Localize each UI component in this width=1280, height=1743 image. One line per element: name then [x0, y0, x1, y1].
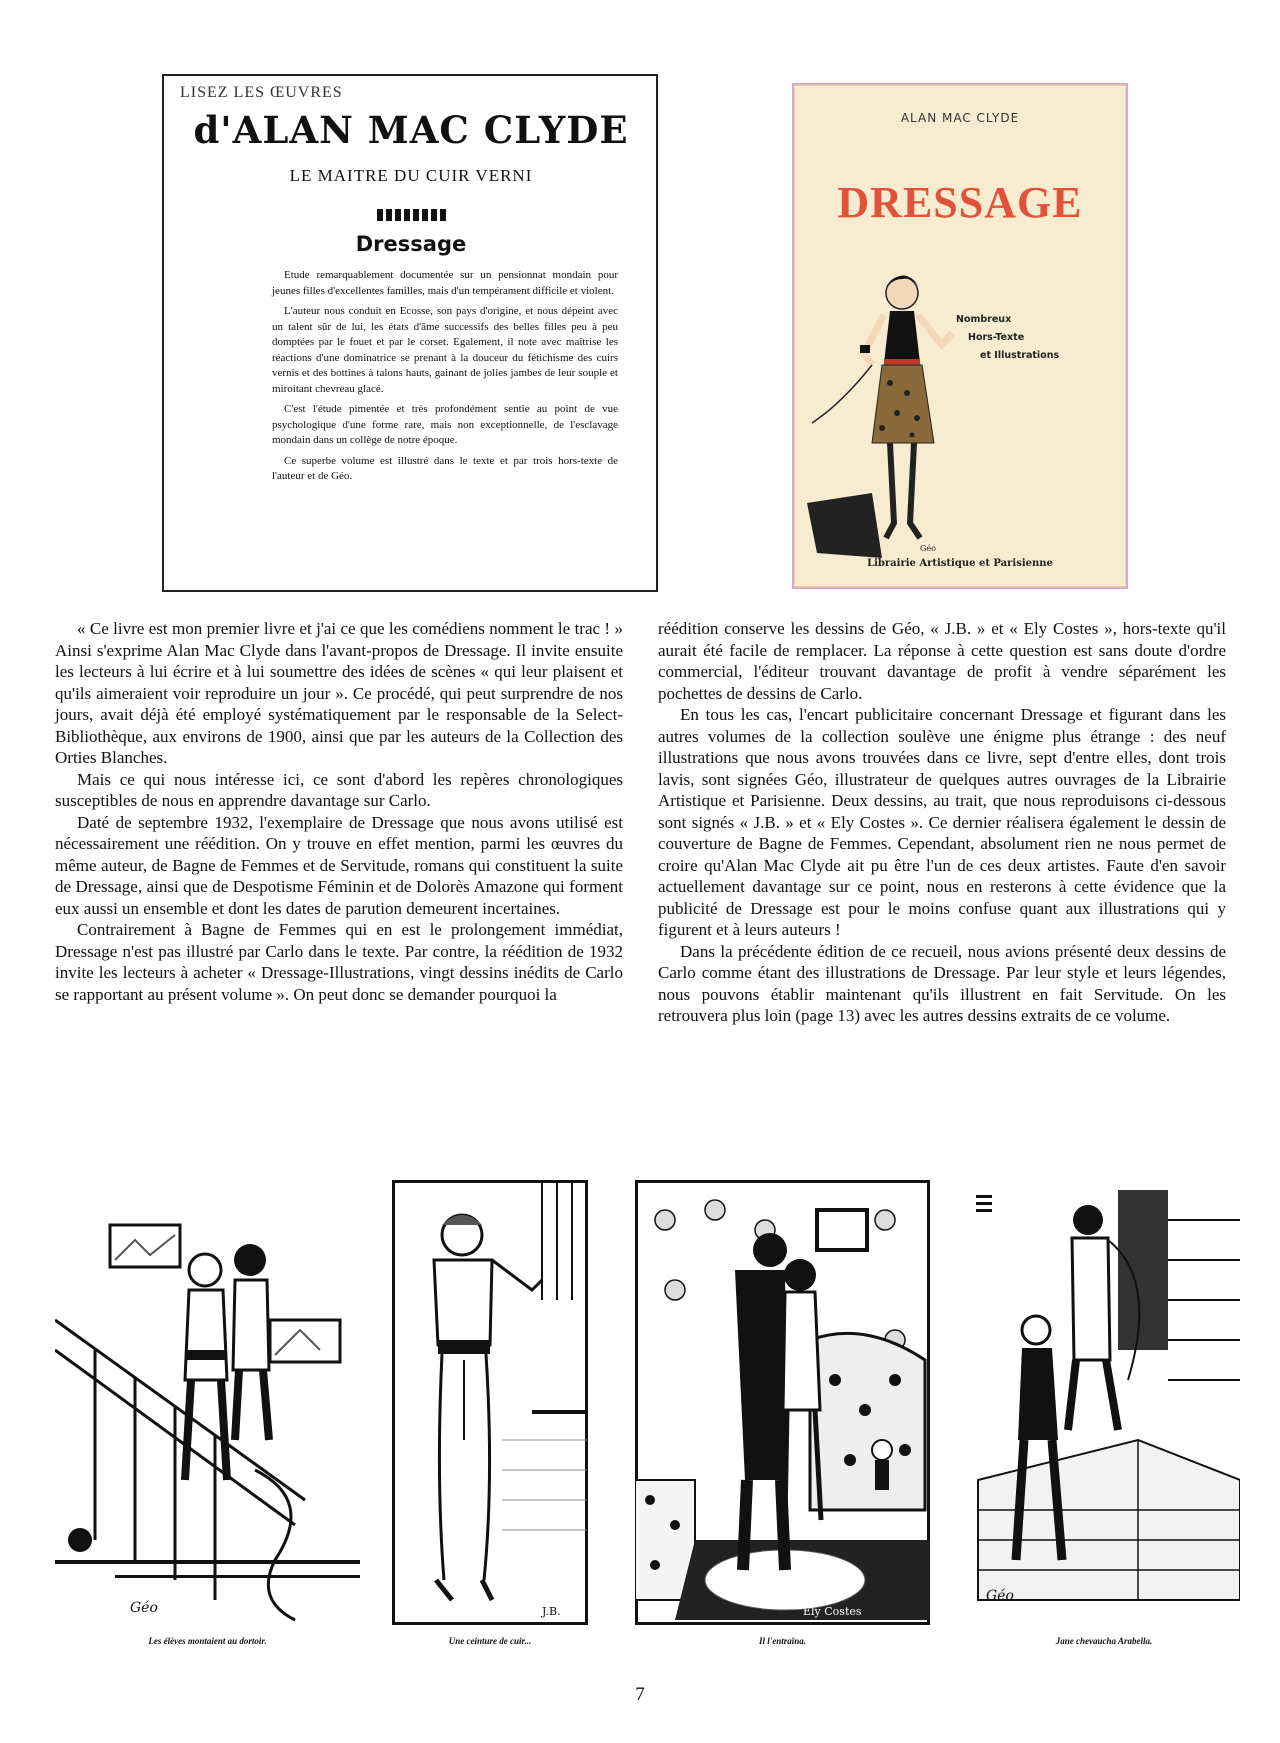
- illustration-stairs: [55, 1180, 360, 1625]
- illustration-caption: Les élèves montaient au dortoir.: [148, 1636, 267, 1646]
- article-paragraph: Mais ce qui nous intéresse ici, ce sont d'abord les repères chronologiques susceptibles de nous en apprendre davantage sur Carlo.: [55, 769, 623, 810]
- article-paragraph: Dans la précédente édition de ce recueil, nous avions présenté deux dessins de Carlo comme étant des illustrations de Dressage. Par leur style et leurs légendes, nous pouvons établir maintenant qu'ils illustrent en fait Servitude. On les retrouvera plus loin (page 13) avec les autres dessins extraits de ce volume.: [658, 941, 1226, 1025]
- article-paragraph: En tous les cas, l'encart publicitaire concernant Dressage et figurant dans les autres volumes de la collection soulève une énigme plus étrange : des neuf illustrations que nous avons trouvées dans ce livre, sept d'entre elles, dont trois lavis, sont signées Géo, illustrateur de quelques autres ouvrages de la Librairie Artistique et Parisienne. Deux dessins, au trait, que nous reproduisons ci-dessous sont signés « J.B. » et « Ely Costes ». Ce dernier réalisera également le dessin de couverture de Bagne de Femmes. Cependant, absolument rien ne nous permet de croire qu'Alan Mac Clyde ait pu être l'un de ces deux artistes. Faute d'en savoir actuellement davantage sur ce point, nous en resterons à cette évidence que la publicité de Dressage est pour le moins confuse quant aux illustrations qui y figurent et à leurs auteurs !: [658, 705, 1226, 939]
- ornament-divider: [176, 208, 646, 226]
- cover-author: ALAN MAC CLYDE: [900, 111, 1020, 125]
- illustration-signature: Ely Costes: [803, 1605, 862, 1618]
- article-paragraph: « Ce livre est mon premier livre et j'ai ce que les comédiens nomment le trac ! » Ainsi s'exprime Alan Mac Clyde dans l'avant-propos de Dressage. Il invite ensuite les lecteurs à lui écrire et à lui soumettre des idées de scènes « qui leur plaisent et qu'ils aimeraient voir reproduire un jour ». Ce procédé, qui peut surprendre de nos jours, avait déjà été employé systématiquement par le responsable de la Select-Bibliothèque, aux environs de 1900, ainsi que par les auteurs de la Collection des Orties Blanches.: [55, 619, 623, 767]
- cover-title: DRESSAGE: [837, 178, 1083, 227]
- advert-paragraph: L'auteur nous conduit en Ecosse, son pays d'origine, et nous dépeint avec un talent sûr de lui, les états d'âme successifs des belles filles peu à peu domptées par le fouet et par le corset. Egalement, il note avec maîtrise les réactions d'une dominatrice se prenant à la douceur du fétichisme des cuirs vernis et des bottines à talons hauts, gainant de jolies jambes de leur souple et miroitant chevreau glacé.: [272, 305, 618, 395]
- svg-text:Géo: Géo: [920, 544, 936, 553]
- article-paragraph: réédition conserve les dessins de Géo, « J.B. » et « Ely Costes », hors-texte qu'il aurait été facile de remplacer. La réponse à cette question est sans doute d'ordre commercial, l'éditeur trouvant davantage de profit à vendre séparément les pochettes de dessins de Carlo.: [658, 619, 1226, 703]
- article-paragraph: Daté de septembre 1932, l'exemplaire de Dressage que nous avons utilisé est nécessairement une réédition. On y trouve en effet mention, parmi les œuvres du même auteur, de Bagne de Femmes et de Servitude, romans qui constituent la suite de Dressage, ainsi que de Despotisme Féminin et de Dolorès Amazone qui forment eux aussi un ensemble et dont les dates de parution demeurent incertaines.: [55, 812, 623, 918]
- cover-publisher: Librairie Artistique et Parisienne: [867, 558, 1053, 569]
- article-right-column: [658, 618, 1226, 1027]
- advert-paragraph: C'est l'étude pimentée et très profondément sentie au point de vue psychologique d'une forme rare, mais non exceptionnelle, de l'esclavage mondain dans un collège de notre époque.: [272, 403, 618, 446]
- article-left-column: [55, 618, 623, 1005]
- advertisement-box: [162, 74, 658, 592]
- advert-book-title: Dressage: [355, 232, 467, 256]
- article-paragraph: Contrairement à Bagne de Femmes qui en est le prolongement immédiat, Dressage n'est pas illustré par Carlo dans le texte. Par contre, la réédition de 1932 invite les lecteurs à acheter « Dressage-Illustrations, vingt dessins inédits de Carlo se rapportant au présent volume ». On peut donc se demander pourquoi la: [55, 920, 623, 1004]
- illustration-signature: Géo: [130, 1600, 158, 1616]
- advert-author: d'ALAN MAC CLYDE: [193, 108, 629, 152]
- illustration-signature: Géo: [986, 1588, 1014, 1604]
- illustration-signature: J.B.: [542, 1605, 561, 1618]
- illustration-caption: Jane chevaucha Arabella.: [1055, 1636, 1153, 1646]
- illustration-ride: [968, 1180, 1240, 1625]
- advert-paragraph: Etude remarquablement documentée sur un pensionnat mondain pour jeunes filles d'excellentes familles, mais d'un tempérament difficile et violent.: [272, 269, 618, 297]
- book-cover: [792, 83, 1128, 589]
- illustration-caption: Il l'entraîna.: [758, 1636, 806, 1646]
- advert-subtitle: LE MAITRE DU CUIR VERNI: [289, 166, 533, 185]
- cover-extra-line: Nombreux: [956, 314, 1012, 325]
- cover-extra-line: Hors-Texte: [968, 332, 1025, 343]
- illustration-embrace: [635, 1180, 930, 1625]
- illustration-caption: Une ceinture de cuir...: [448, 1636, 532, 1646]
- advert-paragraph: Ce superbe volume est illustré dans le texte et par trois hors-texte de l'auteur et de Géo.: [272, 454, 618, 482]
- cover-extra-line: et Illustrations: [980, 350, 1060, 361]
- page-number: 7: [635, 1684, 645, 1705]
- cover-extra-text: [956, 311, 1106, 365]
- advert-top-line: LISEZ LES ŒUVRES: [180, 84, 343, 101]
- cover-illustration: [802, 253, 982, 563]
- illustration-belt: [392, 1180, 588, 1625]
